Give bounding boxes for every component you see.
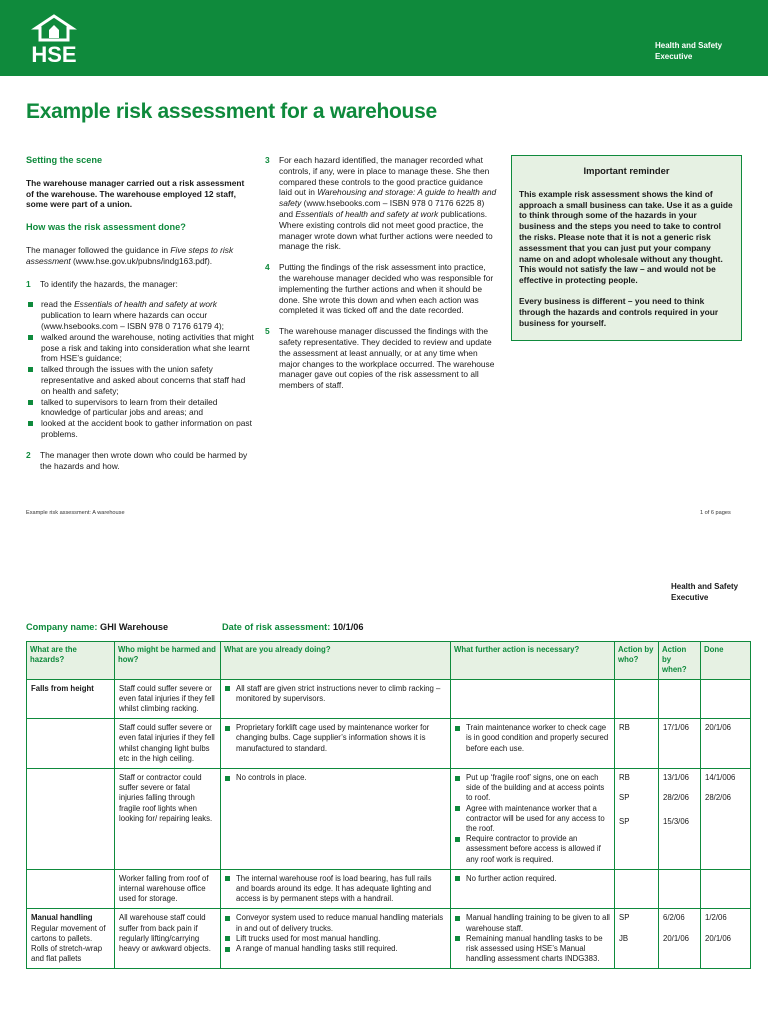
heading-setting-scene: Setting the scene [26, 155, 103, 165]
table-row [27, 679, 751, 719]
step-5 [265, 326, 497, 391]
column-header: What further action is necessary? [451, 642, 615, 680]
column-header: What are you already doing? [221, 642, 451, 680]
bullet-square-icon [455, 876, 460, 881]
cell-bullet-text: Put up ‘fragile roof’ signs, one on each side of the building and at access points to roof. [466, 773, 605, 803]
cell-bullet-item [225, 913, 446, 933]
step-number: 5 [265, 326, 270, 337]
bullet-item [26, 299, 254, 331]
step-number: 4 [265, 262, 270, 273]
cell-action-by-who [615, 909, 659, 969]
cell-who-harmed: Staff could suffer severe or even fatal injuries if they fell whilst changing light bulbs etc in the high ceiling. [115, 719, 221, 769]
step-1 [26, 279, 254, 290]
bullet-item [26, 364, 254, 396]
cell-value: SP [619, 913, 630, 923]
bullet-square-icon [28, 335, 33, 340]
cell-done [701, 769, 751, 870]
bullet-square-icon [225, 726, 230, 731]
step-text [279, 155, 497, 252]
step-number: 1 [26, 278, 31, 289]
intro-paragraph: The warehouse manager carried out a risk assessment of the warehouse. The warehouse employed 12 staff, some were part of a union. [26, 177, 245, 210]
bullet-square-icon [225, 936, 230, 941]
step3-text-b: (www.hsebooks.com – ISBN 978 0 7176 6225 8) and [279, 198, 485, 219]
bullet-square-icon [225, 686, 230, 691]
step-number: 3 [265, 155, 270, 165]
table-row [27, 909, 751, 969]
cell-value: 14/1/006 [705, 773, 736, 783]
cell-bullet-text: No further action required. [466, 873, 557, 883]
bullet-text-part: looked at the accident book to gather information on past problems. [41, 418, 252, 439]
bullet-text-part: talked through the issues with the union safety representative and asked about concerns that staff had on health and safety; [41, 364, 246, 396]
step-2 [26, 450, 254, 472]
step3-title-1: Warehousing and storage: A guide to health and safety [279, 187, 497, 209]
cell-hazard [27, 769, 115, 870]
guidance-text: The manager followed the guidance in [26, 244, 171, 255]
hazard-name: Falls from height [31, 683, 94, 693]
org-name-line2: Executive [671, 593, 709, 602]
bullet-square-icon [455, 837, 460, 842]
cell-bullet-item [455, 723, 610, 754]
bullet-item [26, 418, 254, 440]
cell-bullet-text: Manual handling training to be given to all warehouse staff. [466, 913, 610, 933]
cell-bullet-item [225, 934, 446, 944]
cell-value: RB [619, 773, 630, 783]
cell-value: 28/2/06 [663, 793, 690, 803]
org-name-line2: Executive [655, 52, 693, 61]
page-break [0, 534, 768, 556]
bullet-item [26, 332, 254, 364]
step-text: The manager then wrote down who could be harmed by the hazards and how. [40, 449, 248, 471]
cell-action-by-when [659, 909, 701, 969]
cell-value: 1/2/06 [705, 913, 727, 923]
company-name [26, 622, 168, 632]
company-value: GHI Warehouse [100, 622, 169, 632]
column-left [26, 155, 254, 481]
table-row [27, 769, 751, 870]
cell-value: 17/1/06 [663, 723, 690, 733]
bullet-square-icon [28, 421, 33, 426]
document-title: Example risk assessment for a warehouse [26, 100, 437, 123]
step-text: Putting the findings of the risk assessment into practice, the warehouse manager decided who was responsible for implementing the further actions and when it should be done. She wrote this down and when each action was completed it was ticked off and the date recorded. [279, 262, 494, 316]
cell-current-controls [221, 679, 451, 719]
bullet-square-icon [28, 367, 33, 372]
cell-bullet-list [455, 913, 610, 964]
table-row [27, 719, 751, 769]
cell-value: 20/1/06 [705, 723, 732, 733]
cell-bullet-text: Agree with maintenance worker that a contractor will be used for any access to the roof. [466, 803, 605, 834]
cell-bullet-list [225, 913, 446, 954]
reminder-title: Important reminder [583, 165, 670, 176]
cell-value: 20/1/06 [663, 933, 690, 943]
cell-bullet-list [225, 773, 446, 783]
hazard-name: Manual handling [31, 913, 93, 923]
company-label: Company name: [26, 622, 98, 632]
cell-bullet-text: Conveyor system used to reduce manual handling materials in and out of delivery trucks. [236, 913, 444, 933]
footer-page-count: 1 of 6 pages [700, 510, 731, 516]
cell-done [701, 909, 751, 969]
guidance-paragraph [26, 245, 254, 267]
cell-bullet-item [225, 684, 446, 704]
org-name-line1: Health and Safety [655, 41, 723, 50]
cell-bullet-text: All staff are given strict instructions never to climb racking – monitored by supervisors. [236, 683, 441, 703]
cell-value: SP [619, 793, 630, 803]
cell-value [705, 817, 746, 827]
column-header: Done [701, 642, 751, 680]
table-body [27, 679, 751, 969]
cell-current-controls [221, 769, 451, 870]
column-header: Action by when? [659, 642, 701, 680]
step3-text-a: For each hazard identified, the manager recorded what controls, if any, were in place to manage these. She then compared these controls to the good practice guidance laid out in [279, 155, 490, 198]
assessment-date [222, 622, 363, 632]
cell-bullet-text: Proprietary forklift cage used by maintenance worker for changing bulbs. Cage supplier’s information shows it is manufactured to standard. [236, 723, 430, 753]
cell-action-by-who [615, 719, 659, 769]
bullet-square-icon [455, 726, 460, 731]
cell-value: 13/1/06 [663, 773, 690, 783]
cell-bullet-item [455, 804, 610, 835]
cell-further-action [451, 909, 615, 969]
cell-who-harmed: All warehouse staff could suffer from back pain if regularly lifting/carrying heavy or awkward objects. [115, 909, 221, 969]
cell-action-by-when [659, 679, 701, 719]
table-row [27, 869, 751, 909]
bullet-square-icon [225, 947, 230, 952]
house-icon [28, 14, 80, 44]
cell-value: 6/2/06 [663, 913, 685, 923]
hse-logo [28, 14, 80, 66]
cell-value: 28/2/06 [705, 793, 732, 803]
bullet-square-icon [225, 776, 230, 781]
column-header: Who might be harmed and how? [115, 642, 221, 680]
step-text: The warehouse manager discussed the findings with the safety representative. They decided to review and update the assessment at least annually, or at any time when major changes to the workplace occurred. The warehouse manager gave out copies of the risk assessment to all members of staff. [279, 326, 495, 391]
footer-doc-name: Example risk assessment: A warehouse [26, 510, 125, 516]
bullet-title: Essentials of health and safety at work [74, 299, 217, 310]
cell-action-by-when [659, 719, 701, 769]
cell-current-controls [221, 869, 451, 909]
date-label: Date of risk assessment: [222, 622, 331, 632]
cell-bullet-list [225, 874, 446, 905]
step-3 [265, 155, 497, 252]
important-reminder-box [511, 155, 742, 341]
cell-action-by-who [615, 679, 659, 719]
bullet-square-icon [28, 302, 33, 307]
bullet-item [26, 397, 254, 419]
cell-value: JB [619, 933, 629, 943]
cell-value: 20/1/06 [705, 933, 732, 943]
step1-bullet-list [26, 299, 254, 439]
cell-bullet-text: Train maintenance worker to check cage is in good condition and properly secured before each use. [466, 723, 609, 753]
cell-hazard [27, 679, 115, 719]
cell-action-by-when [659, 869, 701, 909]
cell-further-action [451, 679, 615, 719]
logo-text: HSE [31, 42, 77, 67]
cell-bullet-item [225, 874, 446, 905]
cell-bullet-item [225, 944, 446, 954]
cell-bullet-text: Lift trucks used for most manual handling. [236, 933, 381, 943]
cell-done [701, 869, 751, 909]
bullet-text [41, 299, 254, 331]
org-name-line1: Health and Safety [671, 582, 739, 591]
cell-action-by-who [615, 869, 659, 909]
cell-bullet-list [225, 684, 446, 704]
cell-bullet-list [455, 773, 610, 865]
bullet-square-icon [28, 400, 33, 405]
cell-bullet-text: Remaining manual handling tasks to be risk assessed using HSE’s Manual handling assessment charts INDG383. [466, 933, 603, 964]
org-name [655, 40, 755, 62]
bullet-square-icon [225, 916, 230, 921]
guidance-title: Five steps to risk assessment [26, 244, 234, 266]
cell-value: 15/3/06 [663, 817, 690, 827]
cell-further-action [451, 719, 615, 769]
cell-bullet-text: No controls in place. [236, 773, 307, 783]
bullet-square-icon [455, 776, 460, 781]
bullet-square-icon [455, 936, 460, 941]
cell-value: SP [619, 817, 630, 827]
step3-text-c: publications. Where existing controls did not meet good practice, the manager wrote down what further actions were needed to manage the risk. [279, 208, 493, 252]
cell-who-harmed: Staff or contractor could suffer severe or fatal injuries falling through fragile roof lights when looking for/ repairing leaks. [115, 769, 221, 870]
step-4 [265, 262, 497, 316]
bullet-text-part: read the [41, 299, 75, 310]
step3-title-2: Essentials of health and safety at work [295, 208, 439, 219]
org-name-page2 [671, 581, 738, 603]
bullet-text [41, 332, 254, 364]
cell-bullet-list [455, 723, 610, 754]
cell-bullet-text: Require contractor to provide an assessment before access is allowed if any roof work is required. [466, 834, 601, 864]
step-number: 2 [26, 449, 31, 460]
cell-bullet-item [225, 773, 446, 783]
cell-further-action [451, 769, 615, 870]
column-header: Action by who? [615, 642, 659, 680]
cell-done [701, 679, 751, 719]
cell-value: RB [619, 723, 630, 733]
cell-bullet-text: The internal warehouse roof is load bearing, has full rails and boards around its edge. It has adequate lighting and access is by permanent steps with a handrail. [236, 873, 432, 904]
cell-bullet-item [455, 834, 610, 865]
cell-bullet-text: A range of manual handling tasks still required. [236, 944, 398, 954]
bullet-text-part: talked to supervisors to learn from their detailed knowledge of particular jobs and areas; and [41, 396, 218, 418]
cell-further-action [451, 869, 615, 909]
bullet-text-part: publication to learn where hazards can occur (www.hsebooks.com – ISBN 978 0 7176 6179 4); [41, 310, 224, 331]
guidance-link: (www.hse.gov.uk/pubns/indg163.pdf). [70, 255, 213, 266]
cell-bullet-item [455, 874, 610, 884]
cell-action-by-who [615, 769, 659, 870]
cell-who-harmed: Staff could suffer severe or even fatal injuries if they fell whilst climbing racking. [115, 679, 221, 719]
step-text: To identify the hazards, the manager: [40, 278, 178, 289]
cell-current-controls [221, 909, 451, 969]
hazard-detail: Regular movement of cartons to pallets. Rolls of stretch-wrap and flat pallets [31, 923, 106, 964]
column-header: What are the hazards? [27, 642, 115, 680]
bullet-text [41, 418, 254, 440]
bullet-text-part: walked around the warehouse, noting activities that might pose a risk and taking into consideration what she learnt from HSE’s guidance; [41, 331, 254, 364]
bullet-square-icon [455, 806, 460, 811]
cell-hazard [27, 719, 115, 769]
reminder-paragraph-1: This example risk assessment shows the kind of approach a small business can take. Use it as a guide to think through some of the hazards in your business and the steps you need to take to control the risks. Please note that it is not a generic risk assessment that you can just put your company name on and adopt wholesale without any thought. This would not satisfy the law – and would not be effective in protecting people. [519, 188, 733, 286]
cell-current-controls [221, 719, 451, 769]
column-middle [265, 155, 497, 401]
cell-hazard [27, 909, 115, 969]
bullet-square-icon [455, 916, 460, 921]
bullet-text [41, 397, 254, 419]
cell-who-harmed: Worker falling from roof of internal warehouse office used for storage. [115, 869, 221, 909]
cell-bullet-list [225, 723, 446, 754]
cell-bullet-item [225, 723, 446, 754]
cell-bullet-item [455, 913, 610, 933]
cell-done [701, 719, 751, 769]
cell-bullet-item [455, 773, 610, 804]
cell-hazard [27, 869, 115, 909]
header-band [0, 0, 768, 76]
date-value: 10/1/06 [332, 622, 364, 632]
table-header-row [27, 642, 751, 680]
reminder-paragraph-2: Every business is different – you need to think through the hazards and controls required in your business for yourself. [519, 295, 719, 328]
cell-bullet-item [455, 934, 610, 965]
bullet-text [41, 364, 254, 396]
cell-bullet-list [455, 874, 610, 884]
heading-how-done: How was the risk assessment done? [26, 222, 186, 233]
bullet-square-icon [225, 876, 230, 881]
cell-action-by-when [659, 769, 701, 870]
risk-assessment-table [26, 641, 751, 969]
